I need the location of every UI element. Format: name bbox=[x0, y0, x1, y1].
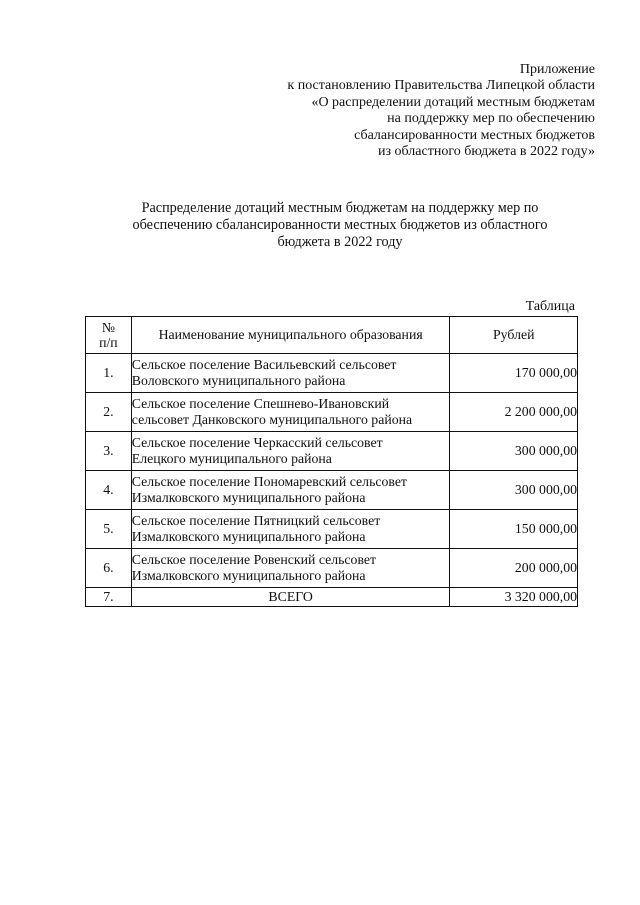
total-amount: 3 320 000,00 bbox=[450, 588, 578, 607]
row-name-line: Сельское поселение Черкасский сельсовет bbox=[131, 434, 383, 450]
table-row bbox=[86, 354, 578, 393]
appendix-line: «О распределении дотаций местным бюджетам bbox=[311, 94, 595, 110]
row-amount: 300 000,00 bbox=[450, 432, 578, 471]
row-number: 3. bbox=[86, 432, 132, 471]
row-name bbox=[131, 393, 450, 432]
row-name-line: Воловского муниципального района bbox=[131, 373, 346, 388]
row-number: 6. bbox=[86, 549, 132, 588]
appendix-line: к постановлению Правительства Липецкой области bbox=[287, 78, 595, 94]
row-name-line: Сельское поселение Васильевский сельсовет bbox=[131, 356, 397, 372]
appendix-line: Приложение bbox=[519, 62, 595, 77]
row-amount: 2 200 000,00 bbox=[450, 393, 578, 432]
row-name-line: Елецкого муниципального района bbox=[131, 451, 332, 466]
table-row bbox=[86, 432, 578, 471]
header-name: Наименование муниципального образования bbox=[131, 317, 450, 354]
table-row bbox=[86, 471, 578, 510]
row-amount: 150 000,00 bbox=[450, 510, 578, 549]
row-amount: 300 000,00 bbox=[450, 471, 578, 510]
title-line: бюджета в 2022 году bbox=[277, 234, 403, 250]
row-number: 1. bbox=[86, 354, 132, 393]
row-name-line: Измалковского муниципального района bbox=[131, 529, 366, 544]
header-number-abbr: п/п bbox=[99, 335, 118, 350]
row-name bbox=[131, 354, 450, 393]
table-caption: Таблица bbox=[525, 299, 575, 314]
total-number: 7. bbox=[86, 588, 132, 607]
row-number: 4. bbox=[86, 471, 132, 510]
row-name bbox=[131, 471, 450, 510]
table-header-row bbox=[86, 317, 578, 354]
row-name-line: Сельское поселение Пятницкий сельсовет bbox=[131, 512, 381, 528]
row-name-line: сельсовет Данковского муниципального района bbox=[131, 412, 413, 427]
table-row bbox=[86, 549, 578, 588]
table-row bbox=[86, 393, 578, 432]
distribution-table bbox=[85, 316, 578, 607]
row-name bbox=[131, 432, 450, 471]
row-number: 2. bbox=[86, 393, 132, 432]
row-name-line: Сельское поселение Спешнево-Ивановский bbox=[131, 395, 390, 411]
appendix-line: сбалансированности местных бюджетов bbox=[354, 127, 595, 143]
row-name bbox=[131, 549, 450, 588]
row-amount: 170 000,00 bbox=[450, 354, 578, 393]
header-amount: Рублей bbox=[450, 317, 578, 354]
table-total-row bbox=[86, 588, 578, 607]
total-label: ВСЕГО bbox=[131, 588, 450, 607]
header-number-symbol: № bbox=[101, 319, 115, 335]
appendix-line: на поддержку мер по обеспечению bbox=[387, 111, 595, 127]
header-number bbox=[86, 317, 132, 354]
row-name-line: Измалковского муниципального района bbox=[131, 568, 366, 583]
row-amount: 200 000,00 bbox=[450, 549, 578, 588]
row-name-line: Измалковского муниципального района bbox=[131, 490, 366, 505]
row-name-line: Сельское поселение Ровенский сельсовет bbox=[131, 551, 377, 567]
row-number: 5. bbox=[86, 510, 132, 549]
document-title bbox=[110, 200, 570, 251]
title-line: Распределение дотаций местным бюджетам на поддержку мер по bbox=[141, 200, 539, 216]
title-line: обеспечению сбалансированности местных бюджетов из областного bbox=[132, 217, 548, 233]
table-row bbox=[86, 510, 578, 549]
appendix-line: из областного бюджета в 2022 году» bbox=[378, 144, 595, 160]
row-name-line: Сельское поселение Пономаревский сельсовет bbox=[131, 473, 407, 489]
row-name bbox=[131, 510, 450, 549]
appendix-header bbox=[287, 62, 595, 160]
